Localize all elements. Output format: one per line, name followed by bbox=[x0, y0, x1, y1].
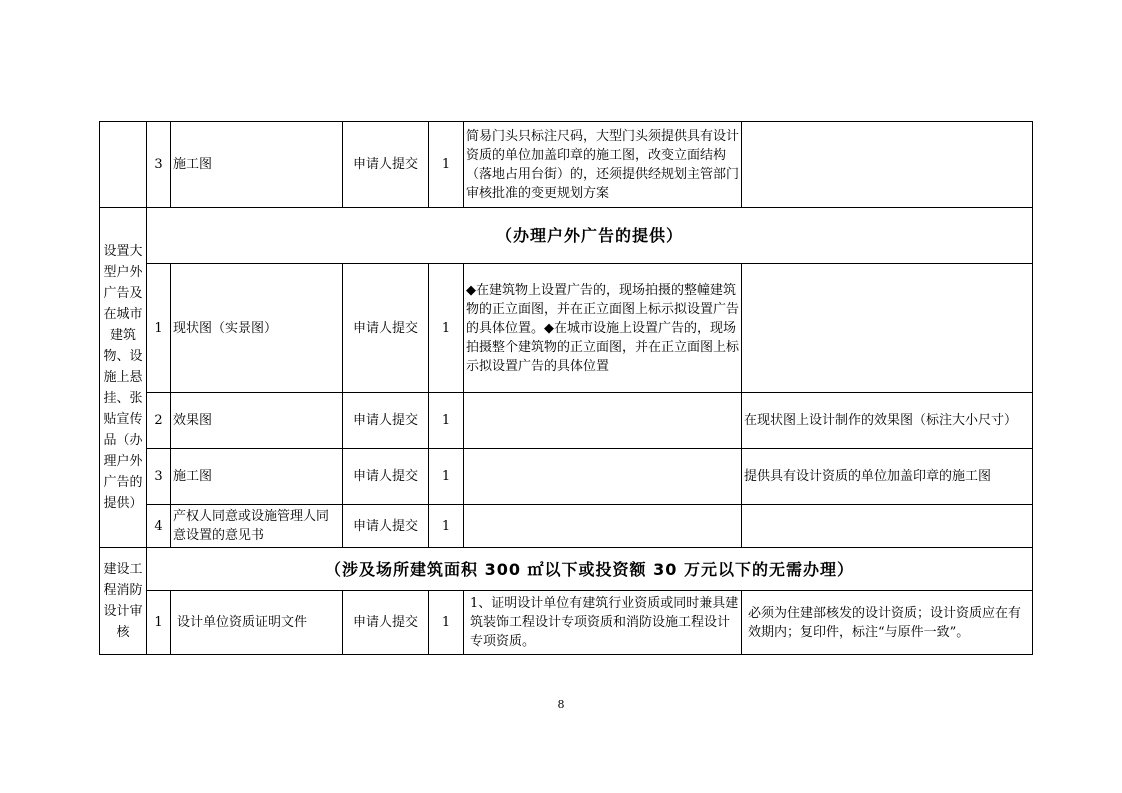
material-source: 申请人提交 bbox=[343, 393, 429, 449]
material-requirement: ◆在建筑物上设置广告的，现场拍摄的整幢建筑物的正立面图，并在正立面图上标示拟设置广告的具体位置。◆在城市设施上设置广告的，现场拍摄整个建筑物的正立面图，并在正立面图上标示拟设置广告的具体位置 bbox=[464, 264, 742, 393]
material-note: 在现状图上设计制作的效果图（标注大小尺寸） bbox=[742, 393, 1033, 449]
material-note bbox=[742, 264, 1033, 393]
row-number: 1 bbox=[147, 264, 171, 393]
material-source: 申请人提交 bbox=[343, 505, 429, 548]
material-source: 申请人提交 bbox=[343, 449, 429, 505]
material-source: 申请人提交 bbox=[343, 591, 429, 655]
materials-table bbox=[99, 121, 1033, 655]
material-count: 1 bbox=[429, 122, 464, 208]
table-row bbox=[100, 505, 1033, 548]
material-requirement bbox=[464, 505, 742, 548]
page-number: 8 bbox=[557, 698, 565, 711]
material-note: 提供具有设计资质的单位加盖印章的施工图 bbox=[742, 449, 1033, 505]
material-source: 申请人提交 bbox=[343, 264, 429, 393]
section-banner-row bbox=[100, 548, 1033, 591]
material-note bbox=[742, 122, 1033, 208]
material-count: 1 bbox=[429, 505, 464, 548]
table-row bbox=[100, 264, 1033, 393]
section-banner-row bbox=[100, 208, 1033, 264]
material-name: 施工图 bbox=[171, 449, 343, 505]
material-note bbox=[742, 505, 1033, 548]
row-number: 1 bbox=[147, 591, 171, 655]
row-number: 2 bbox=[147, 393, 171, 449]
material-count: 1 bbox=[429, 449, 464, 505]
row-number: 4 bbox=[147, 505, 171, 548]
material-name: 产权人同意或设施管理人同意设置的意见书 bbox=[171, 505, 343, 548]
table-row bbox=[100, 591, 1033, 655]
material-note: 必须为住建部核发的设计资质；设计资质应在有效期内；复印件，标注“与原件一致”。 bbox=[742, 591, 1033, 655]
material-requirement bbox=[464, 393, 742, 449]
row-number: 3 bbox=[147, 122, 171, 208]
section-banner-advertising: （办理户外广告的提供） bbox=[147, 208, 1033, 264]
category-cell-advertising: 设置大型户外广告及在城市建筑物、设施上悬挂、张贴宣传品（办理户外广告的提供） bbox=[100, 208, 147, 548]
table-row bbox=[100, 393, 1033, 449]
material-requirement bbox=[464, 449, 742, 505]
material-requirement: 简易门头只标注尺码，大型门头须提供具有设计资质的单位加盖印章的施工图，改变立面结构（落地占用台街）的，还须提供经规划主管部门审核批准的变更规划方案 bbox=[464, 122, 742, 208]
material-count: 1 bbox=[429, 393, 464, 449]
category-cell-fire-review: 建设工程消防设计审核 bbox=[100, 548, 147, 655]
category-cell-empty bbox=[100, 122, 147, 208]
section-banner-fire-review: （涉及场所建筑面积 300 ㎡以下或投资额 30 万元以下的无需办理） bbox=[147, 548, 1033, 591]
material-count: 1 bbox=[429, 264, 464, 393]
table-row bbox=[100, 122, 1033, 208]
row-number: 3 bbox=[147, 449, 171, 505]
material-name: 效果图 bbox=[171, 393, 343, 449]
material-source: 申请人提交 bbox=[343, 122, 429, 208]
table-row bbox=[100, 449, 1033, 505]
material-requirement: 1、证明设计单位有建筑行业资质或同时兼具建筑装饰工程设计专项资质和消防设施工程设计专项资质。 bbox=[464, 591, 742, 655]
material-name: 设计单位资质证明文件 bbox=[171, 591, 343, 655]
material-count: 1 bbox=[429, 591, 464, 655]
material-name: 现状图（实景图） bbox=[171, 264, 343, 393]
material-name: 施工图 bbox=[171, 122, 343, 208]
